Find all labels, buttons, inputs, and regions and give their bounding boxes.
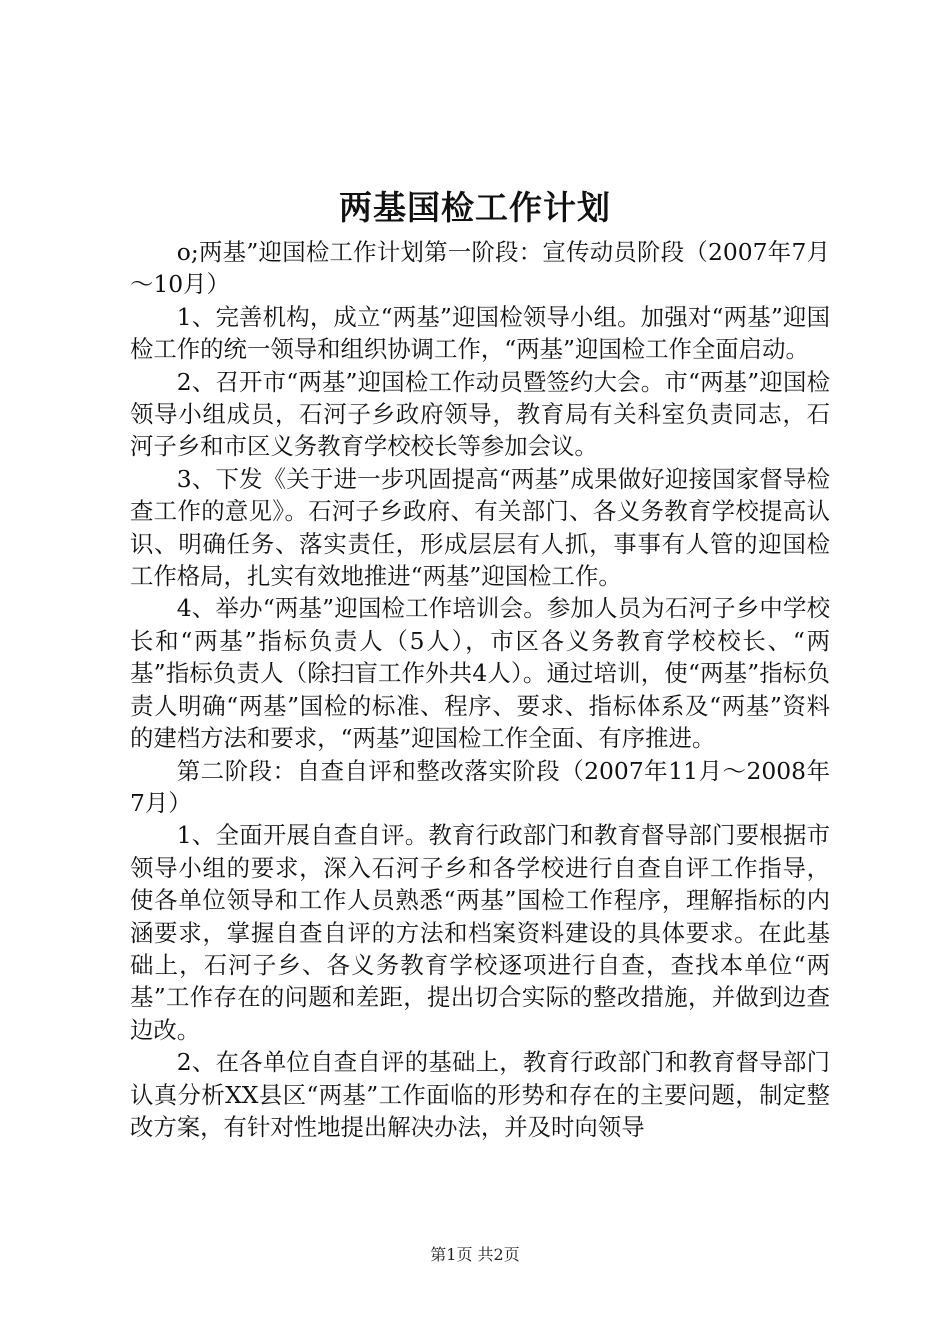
document-body [130,236,830,1143]
document-title: 两基国检工作计划 [339,188,611,227]
page-footer: 第1页 共2页 [430,1245,520,1264]
paragraph: 1、全面开展自查自评。教育行政部门和教育督导部门要根据市领导小组的要求，深入石河子乡和各学校进行自查自评工作指导，使各单位领导和工作人员熟悉“两基”国检工作程序，理解指标的内涵要求，掌握自查自评的方法和档案资料建设的具体要求。在此基础上，石河子乡、各义务教育学校逐项进行自查，查找本单位“两基”工作存在的问题和差距，提出切合实际的整改措施，并做到边查边改。 [130,821,830,1044]
paragraph: 4、举办“两基”迎国检工作培训会。参加人员为石河子乡中学校长和“两基”指标负责人（5人），市区各义务教育学校校长、“两基”指标负责人（除扫盲工作外共4人）。通过培训，使“两基”指标负责人明确“两基”国检的标准、程序、要求、指标体系及“两基”资料的建档方法和要求，“两基”迎国检工作全面、有序推进。 [130,594,830,753]
paragraph: 2、召开市“两基”迎国检工作动员暨签约大会。市“两基”迎国检领导小组成员，石河子乡政府领导，教育局有关科室负责同志，石河子乡和市区义务教育学校校长等参加会议。 [130,367,830,461]
paragraph: 1、完善机构，成立“两基”迎国检领导小组。加强对“两基”迎国检工作的统一领导和组织协调工作，“两基”迎国检工作全面启动。 [130,302,830,364]
paragraph: 3、下发《关于进一步巩固提高“两基”成果做好迎接国家督导检查工作的意见》。石河子乡政府、有关部门、各义务教育学校提高认识、明确任务、落实责任，形成层层有人抓，事事有人管的迎国检工作格局，扎实有效地推进“两基”迎国检工作。 [130,464,830,591]
paragraph: 2、在各单位自查自评的基础上，教育行政部门和教育督导部门认真分析XX县区“两基”工作面临的形势和存在的主要问题，制定整改方案，有针对性地提出解决办法，并及时向领导 [130,1048,830,1141]
paragraph: o;两基”迎国检工作计划第一阶段：宣传动员阶段（2007年7月～10月） [130,238,830,299]
paragraph: 第二阶段：自查自评和整改落实阶段（2007年11月～2008年7月） [130,756,830,817]
